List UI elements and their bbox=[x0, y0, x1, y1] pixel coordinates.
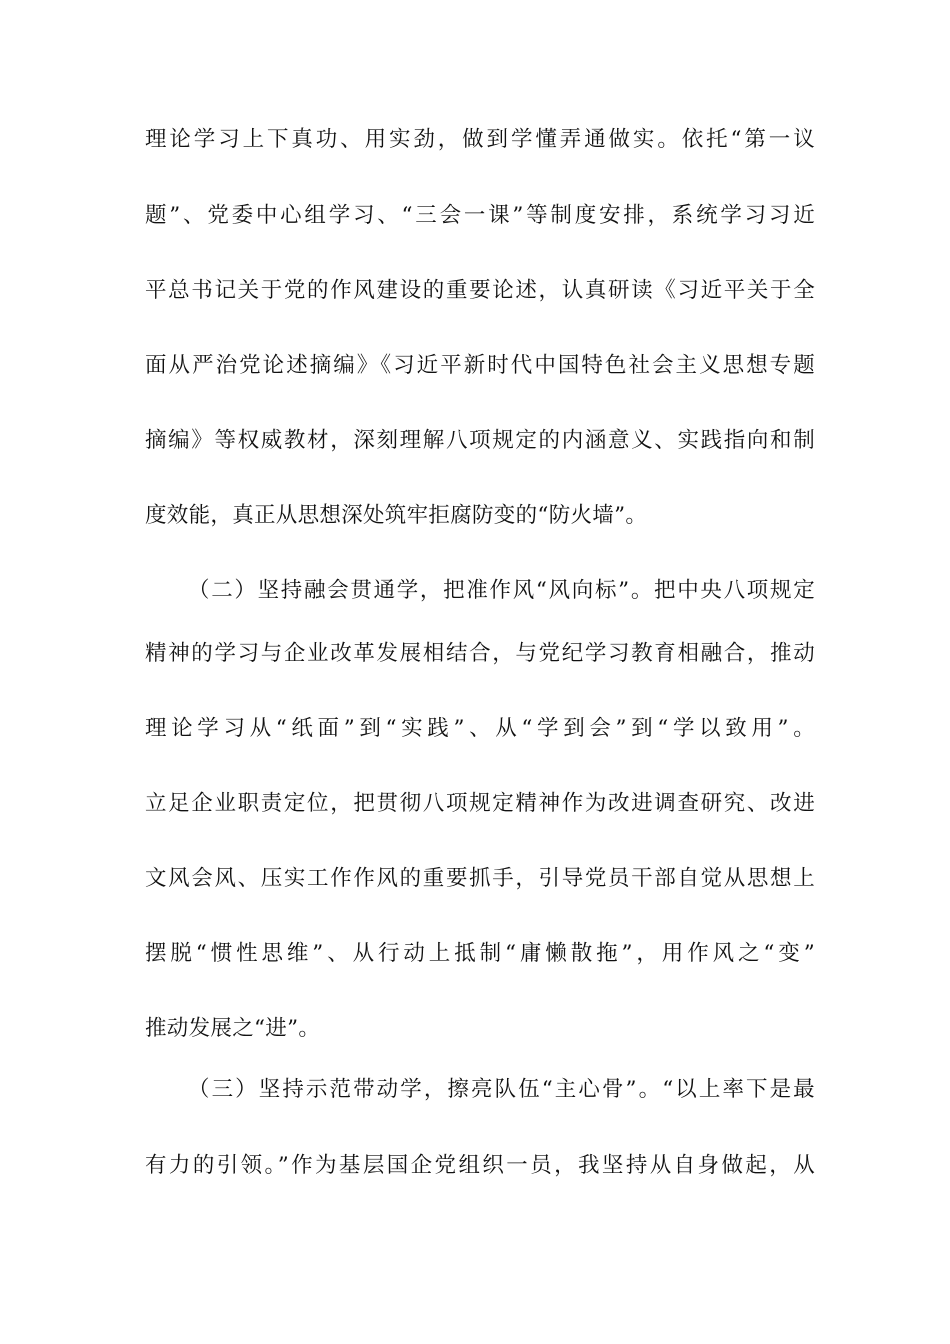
paragraph-line: 理论学习上下真功、用实劲，做到学懂弄通做实。依托“第一议 bbox=[145, 127, 815, 152]
paragraph-line: 有力的引领。”作为基层国企党组织一员，我坚持从自身做起，从 bbox=[145, 1153, 815, 1178]
paragraph-line: 题”、党委中心组学习、“三会一课”等制度安排，系统学习习近 bbox=[145, 203, 815, 228]
paragraph-line: 摘编》等权威教材，深刻理解八项规定的内涵意义、实践指向和制 bbox=[145, 428, 815, 453]
paragraph-line: 推动发展之“进”。 bbox=[145, 1016, 321, 1041]
paragraph-line: 平总书记关于党的作风建设的重要论述，认真研读《习近平关于全 bbox=[145, 278, 815, 303]
paragraph-line: 理论学习从“纸面”到“实践”、从“学到会”到“学以致用”。 bbox=[145, 716, 815, 741]
paragraph-line: 摆脱“惯性思维”、从行动上抵制“庸懒散拖”，用作风之“变” bbox=[145, 941, 815, 966]
paragraph-line: 度效能，真正从思想深处筑牢拒腐防变的“防火墙”。 bbox=[145, 503, 648, 528]
paragraph-line: 精神的学习与企业改革发展相结合，与党纪学习教育相融合，推动 bbox=[145, 641, 815, 666]
paragraph-first-line: （三）坚持示范带动学，擦亮队伍“主心骨”。“以上率下是最 bbox=[188, 1077, 815, 1102]
paragraph-line: 文风会风、压实工作作风的重要抓手，引导党员干部自觉从思想上 bbox=[145, 866, 815, 891]
paragraph-first-line: （二）坚持融会贯通学，把准作风“风向标”。把中央八项规定 bbox=[188, 578, 815, 603]
paragraph-line: 立足企业职责定位，把贯彻八项规定精神作为改进调查研究、改进 bbox=[145, 791, 815, 816]
paragraph-line: 面从严治党论述摘编》《习近平新时代中国特色社会主义思想专题 bbox=[145, 353, 815, 378]
